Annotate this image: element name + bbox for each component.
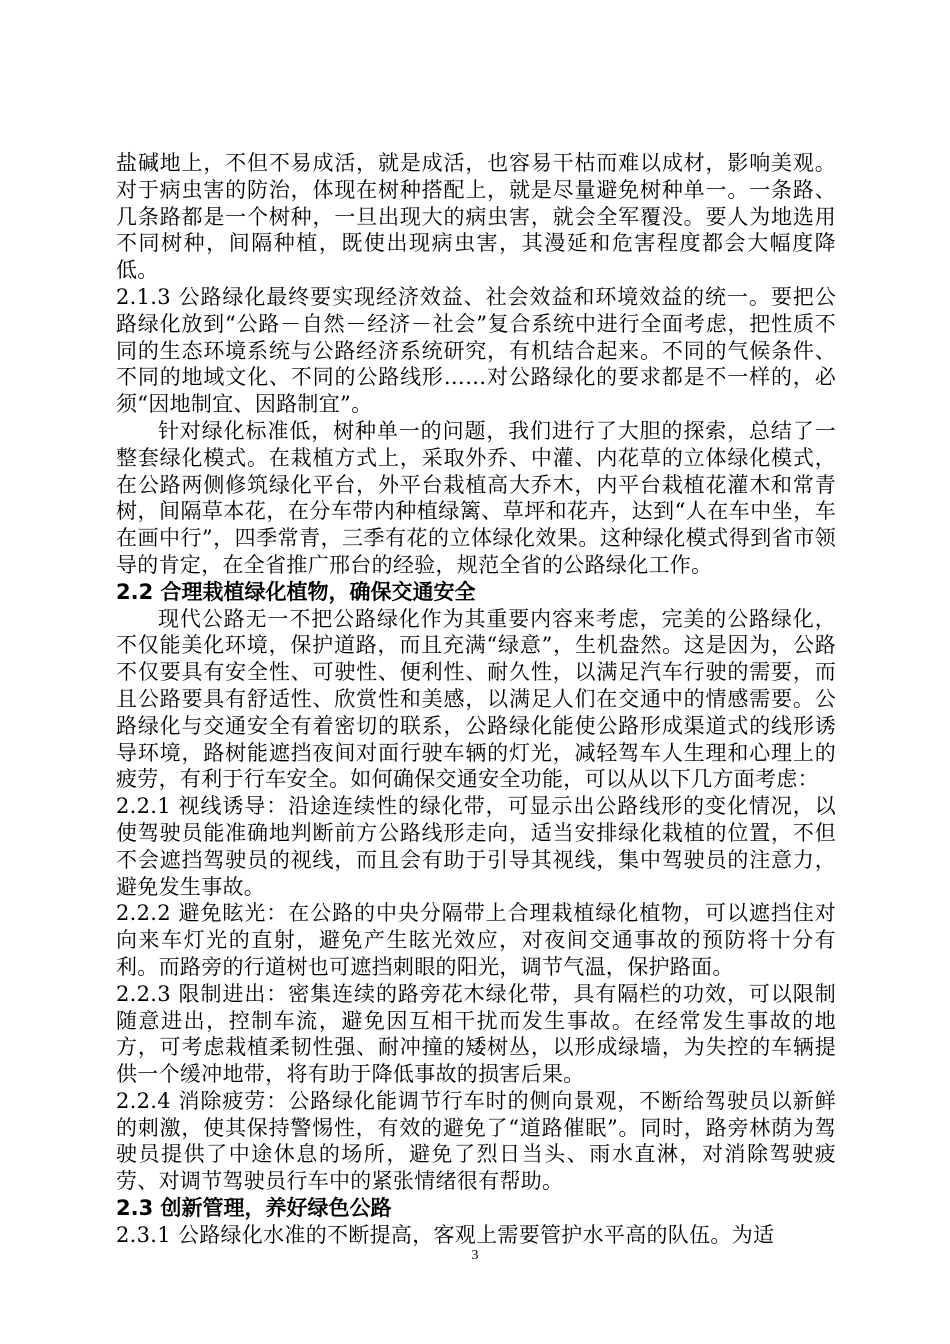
paragraph-modern-highway: 现代公路无一不把公路绿化作为其重要内容来考虑，完美的公路绿化，不仅能美化环境，保护道路，而且充满“绿意”，生机盎然。这是因为，公路不仅要具有安全性、可驶性、便利性、耐久性，以满足汽车行驶的需要，而且公路要具有舒适性、欣赏性和美感，以满足人们在交通中的情感需要。公路绿化与交通安全有着密切的联系，公路绿化能使公路形成渠道式的线形诱导环境，路树能遮挡夜间对面行驶车辆的灯光，减轻驾车人生理和心理上的疲劳，有利于行车安全。如何确保交通安全功能，可以从以下几方面考虑： [116, 606, 836, 792]
paragraph-greening-model: 针对绿化标准低，树种单一的问题，我们进行了大胆的探索，总结了一整套绿化模式。在栽植方式上，采取外乔、中灌、内花草的立体绿化模式，在公路两侧修筑绿化平台，外平台栽植高大乔木，内平台栽植花灌木和常青树，间隔草本花，在分车带内种植绿篱、草坪和花卉，达到“人在车中坐，车在画中行”，四季常青，三季有花的立体绿化效果。这种绿化模式得到省市领导的肯定，在全省推广邢台的经验，规范全省的公路绿化工作。 [116, 418, 836, 577]
paragraph-2-2-4: 2.2.4 消除疲劳：公路绿化能调节行车时的侧向景观，不断给驾驶员以新鲜的刺激，使其保持警惕性，有效的避免了“道路催眠”。同时，路旁林荫为驾驶员提供了中途休息的场所，避免了烈日当头、雨水直淋，对消除驾驶疲劳、对调节驾驶员行车中的紧张情绪很有帮助。 [116, 1088, 836, 1194]
paragraph-2-2-1: 2.2.1 视线诱导：沿途连续性的绿化带，可显示出公路线形的变化情况，以使驾驶员能准确地判断前方公路线形走向，适当安排绿化栽植的位置，不但不会遮挡驾驶员的视线，而且会有助于引导其视线，集中驾驶员的注意力，避免发生事故。 [116, 794, 836, 899]
document-body [116, 150, 836, 1249]
section-heading-2-3: 2.3 创新管理，养好绿色公路 [116, 1196, 392, 1221]
section-heading-2-2: 2.2 合理栽植绿化植物，确保交通安全 [116, 579, 476, 604]
page-number: 3 [471, 1248, 479, 1263]
paragraph-2-2-2: 2.2.2 避免眩光：在公路的中央分隔带上合理栽植绿化植物，可以遮挡住对向来车灯光的直射，避免产生眩光效应，对夜间交通事故的预防将十分有利。而路旁的行道树也可遮挡刺眼的阳光，调节气温，保护路面。 [116, 901, 836, 979]
paragraph-saline-soil: 盐碱地上，不但不易成活，就是成活，也容易干枯而难以成材，影响美观。对于病虫害的防治，体现在树种搭配上，就是尽量避免树种单一。一条路、几条路都是一个树种，一旦出现大的病虫害，就会全军覆没。要人为地选用不同树种，间隔种植，既使出现病虫害，其漫延和危害程度都会大幅度降低。 [116, 151, 836, 283]
paragraph-2-1-3: 2.1.3 公路绿化最终要实现经济效益、社会效益和环境效益的统一。要把公路绿化放到“公路－自然－经济－社会”复合系统中进行全面考虑，把性质不同的生态环境系统与公路经济系统研究，有机结合起来。不同的气候条件、不同的地域文化、不同的公路线形……对公路绿化的要求都是不一样的，必须“因地制宜、因路制宜”。 [116, 284, 836, 417]
paragraph-2-3-1: 2.3.1 公路绿化水准的不断提高，客观上需要管护水平高的队伍。为适 [116, 1222, 775, 1247]
paragraph-2-2-3: 2.2.3 限制进出：密集连续的路旁花木绿化带，具有隔栏的功效，可以限制随意进出，控制车流，避免因互相干扰而发生事故。在经常发生事故的地方，可考虑栽植柔韧性强、耐冲撞的矮树丛，以形成绿墙，为失控的车辆提供一个缓冲地带，将有助于降低事故的损害后果。 [116, 981, 836, 1087]
